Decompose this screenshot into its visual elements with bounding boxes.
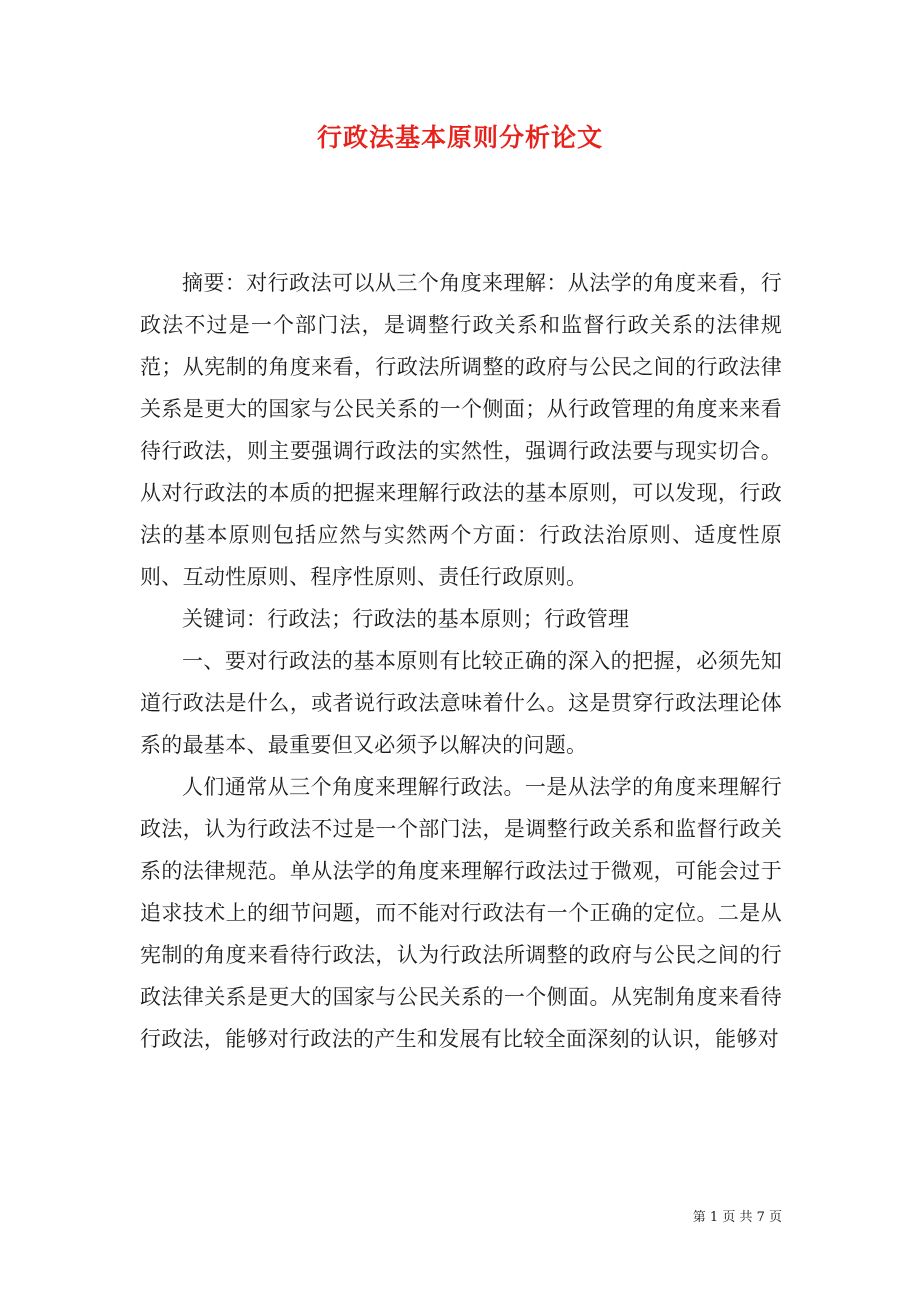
document-body [140, 262, 782, 1060]
section-one-paragraph: 一、要对行政法的基本原则有比较正确的深入的把握，必须先知道行政法是什么，或者说行政法意味着什么。这是贯穿行政法理论体系的最基本、最重要但又必须予以解决的问题。 [140, 649, 782, 757]
document-title: 行政法基本原则分析论文 [316, 123, 603, 152]
page-number-footer: 第 1 页 共 7 页 [692, 1210, 782, 1225]
keywords-paragraph: 关键词：行政法；行政法的基本原则；行政管理 [182, 607, 630, 631]
body-paragraph: 人们通常从三个角度来理解行政法。一是从法学的角度来理解行政法，认为行政法不过是一个部门法，是调整行政关系和监督行政关系的法律规范。单从法学的角度来理解行政法过于微观，可能会过于追求技术上的细节问题，而不能对行政法有一个正确的定位。二是从宪制的角度来看待行政法，认为行政法所调整的政府与公民之间的行政法律关系是更大的国家与公民关系的一个侧面。从宪制角度来看待行政法，能够对行政法的产生和发展有比较全面深刻的认识，能够对 [140, 775, 782, 1051]
abstract-paragraph: 摘要：对行政法可以从三个角度来理解：从法学的角度来看，行政法不过是一个部门法，是调整行政关系和监督行政关系的法律规范；从宪制的角度来看，行政法所调整的政府与公民之间的行政法律关系是更大的国家与公民关系的一个侧面；从行政管理的角度来来看待行政法，则主要强调行政法的实然性，强调行政法要与现实切合。从对行政法的本质的把握来理解行政法的基本原则，可以发现，行政法的基本原则包括应然与实然两个方面：行政法治原则、适度性原则、互动性原则、程序性原则、责任行政原则。 [140, 271, 782, 589]
